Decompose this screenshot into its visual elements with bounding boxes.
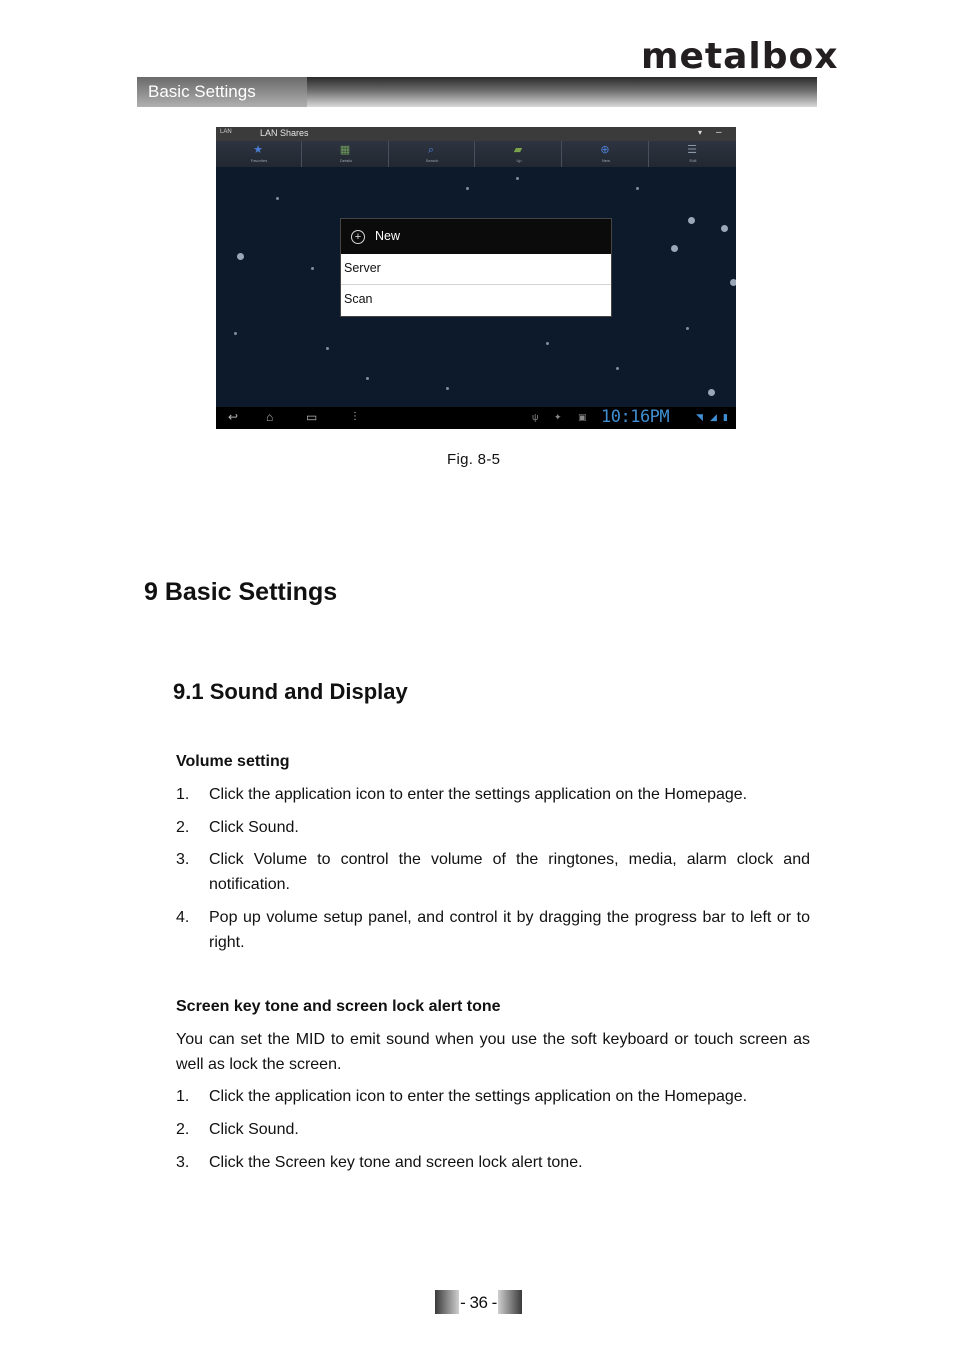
grid-icon: ▦ [339, 144, 351, 156]
star-decoration [546, 342, 549, 345]
list-number: 4. [176, 909, 190, 926]
page-number-badge [435, 1290, 522, 1314]
star-decoration [446, 387, 449, 390]
toolbar-label: Favorites [250, 158, 268, 163]
star-decoration [688, 217, 695, 224]
list-text: Pop up volume setup panel, and control it by dragging the progress bar to left or to right. [209, 909, 810, 951]
star-decoration [311, 267, 314, 270]
toolbar-item-search[interactable] [389, 141, 475, 167]
status-clock: 10:16PM [601, 407, 670, 427]
notification-icon: ▣ [578, 412, 587, 422]
star-decoration [636, 187, 639, 190]
android-icon: ✦ [554, 412, 562, 422]
recent-apps-icon[interactable]: ▭ [306, 410, 318, 424]
chapter-heading: 9 Basic Settings [144, 578, 338, 606]
star-decoration [686, 327, 689, 330]
star-decoration [616, 367, 619, 370]
star-decoration [516, 177, 519, 180]
section-heading: 9.1 Sound and Display [173, 679, 408, 704]
toolbar-item-details[interactable] [303, 141, 389, 167]
list-text: Click the application icon to enter the settings application on the Homepage. [209, 786, 748, 803]
menu-item-server[interactable]: Server [344, 261, 381, 275]
battery-icon: ▮ [723, 412, 728, 422]
usb-icon: ψ [532, 412, 539, 422]
dropdown-icon[interactable]: ▾ [698, 128, 703, 137]
toolbar-item-up[interactable] [476, 141, 562, 167]
star-decoration [730, 279, 736, 286]
toolbar-label: Search [425, 158, 439, 163]
star-decoration [237, 253, 244, 260]
star-decoration [466, 187, 469, 190]
minimize-icon[interactable]: – [716, 127, 722, 138]
toolbar-label: Details [339, 158, 353, 163]
header-section-label: Basic Settings [148, 82, 256, 101]
plus-circle-icon: + [351, 230, 365, 244]
new-menu-popup [341, 219, 611, 316]
list-number: 2. [176, 819, 190, 836]
page-number-left-shade [435, 1290, 459, 1314]
overflow-menu-icon[interactable]: ⋮ [350, 411, 360, 422]
brand-logo: metalbox [641, 36, 839, 77]
plus-icon: ⊕ [600, 144, 610, 156]
star-decoration [366, 377, 369, 380]
star-decoration [671, 245, 678, 252]
list-number: 1. [176, 1088, 190, 1105]
list-text: Click Sound. [209, 1121, 299, 1138]
list-text: Click Sound. [209, 819, 299, 836]
list-number: 1. [176, 786, 190, 803]
toolbar-label: Edit [689, 158, 697, 163]
app-chip: LAN [220, 129, 232, 135]
folder-icon: ▰ [513, 144, 523, 156]
window-title: LAN Shares [260, 128, 309, 138]
star-decoration [721, 225, 728, 232]
list-number: 3. [176, 1154, 190, 1171]
toolbar-label: New [601, 158, 610, 163]
toolbar-item-new[interactable] [563, 141, 649, 167]
device-screenshot [216, 127, 736, 429]
signal-icon: ◢ [710, 412, 717, 422]
page-number-right-shade [498, 1290, 522, 1314]
star-decoration [276, 197, 279, 200]
menu-item-scan[interactable]: Scan [344, 292, 373, 306]
star-icon: ★ [253, 144, 263, 156]
toolbar-item-edit[interactable] [650, 141, 736, 167]
list-number: 3. [176, 851, 190, 868]
search-icon: ⌕ [427, 144, 435, 156]
back-icon[interactable]: ↩ [228, 410, 239, 424]
list-icon: ☰ [687, 144, 697, 156]
toolbar-item-favorites[interactable] [216, 141, 302, 167]
list-text: Click Volume to control the volume of the ringtones, media, alarm clock and notification. [209, 851, 810, 893]
volume-heading: Volume setting [176, 753, 290, 770]
star-decoration [326, 347, 329, 350]
menu-header-label: New [375, 229, 401, 243]
star-decoration [234, 332, 237, 335]
menu-divider [341, 284, 611, 285]
home-icon[interactable]: ⌂ [266, 410, 274, 424]
wifi-icon: ◥ [696, 412, 703, 422]
star-decoration [708, 389, 715, 396]
list-text: Click the Screen key tone and screen lock alert tone. [209, 1154, 583, 1171]
keytone-heading: Screen key tone and screen lock alert tone [176, 998, 501, 1015]
list-number: 2. [176, 1121, 190, 1138]
page-number: - 36 - [460, 1293, 497, 1312]
list-text: Click the application icon to enter the settings application on the Homepage. [209, 1088, 748, 1105]
figure-caption: Fig. 8-5 [447, 451, 501, 468]
keytone-intro: You can set the MID to emit sound when you use the soft keyboard or touch screen as well as lock the screen. [176, 1031, 810, 1073]
toolbar-label: Up [516, 158, 522, 163]
